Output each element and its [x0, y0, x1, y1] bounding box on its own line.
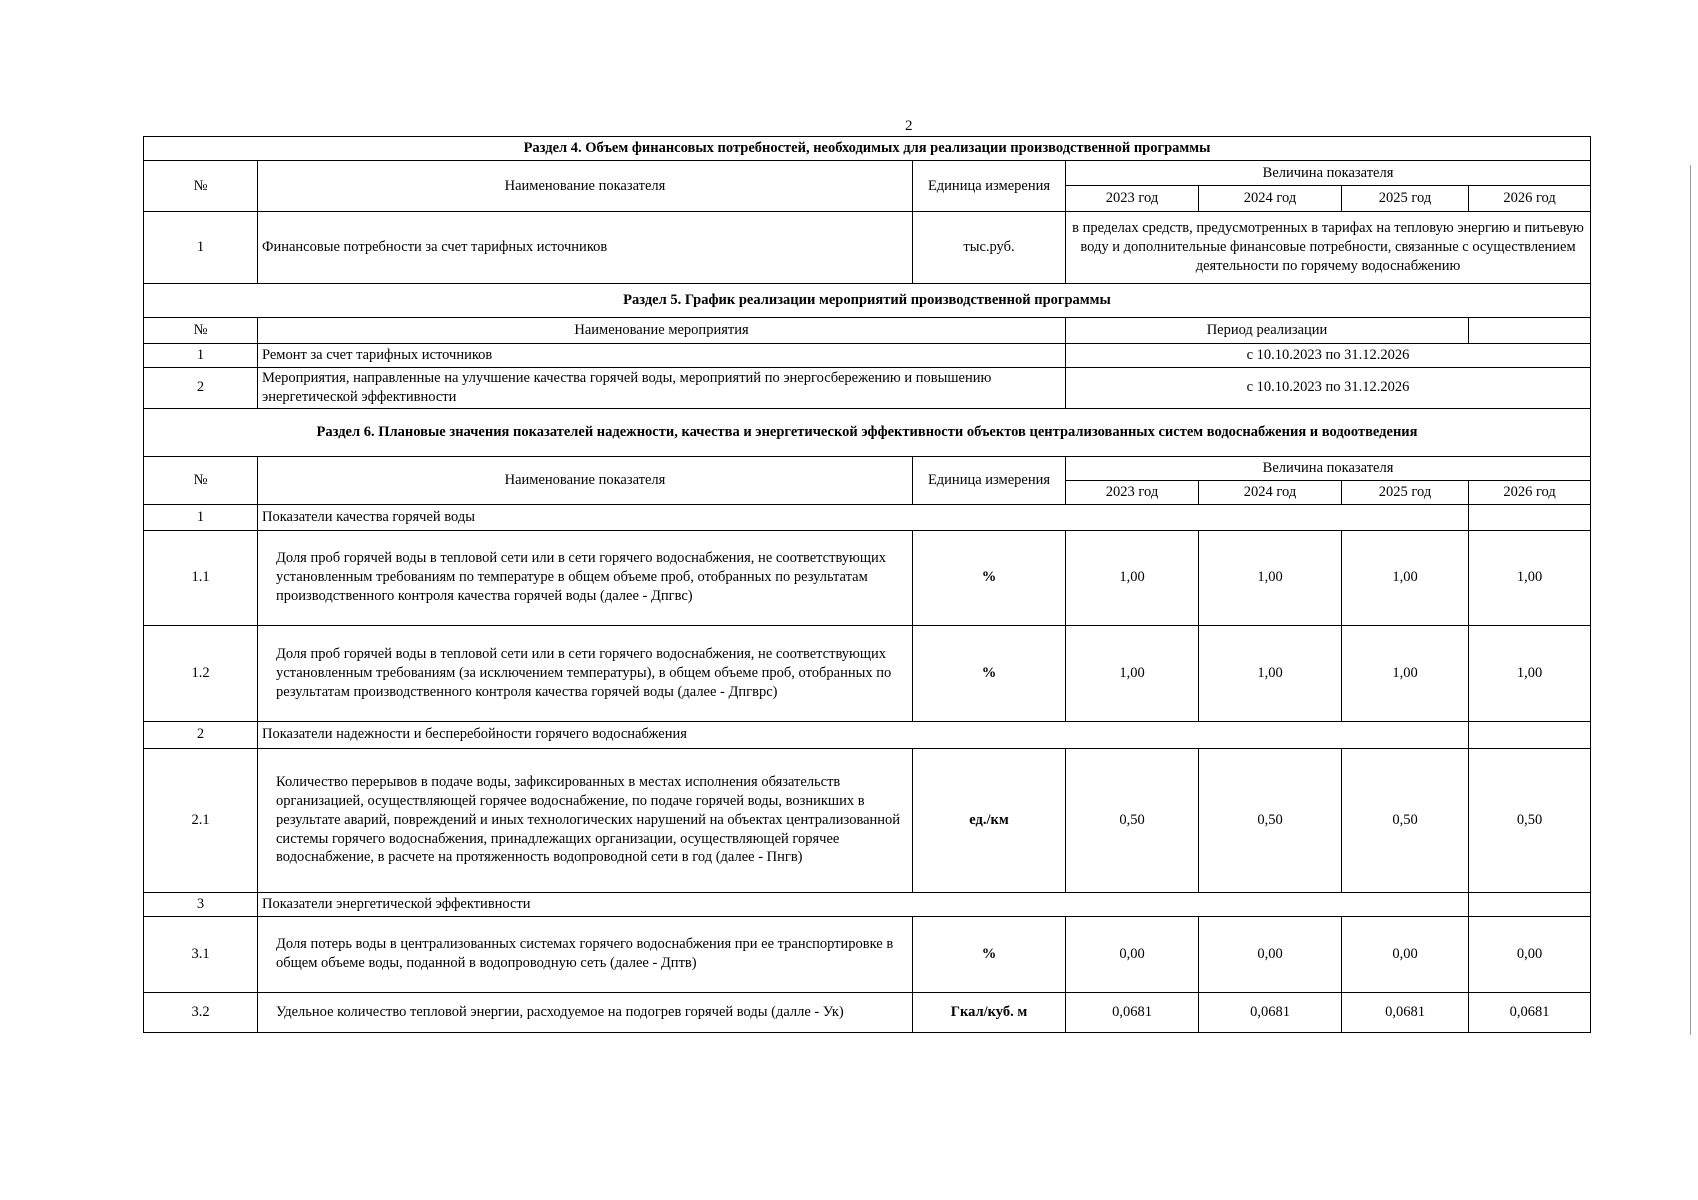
row-num: 2	[144, 368, 258, 409]
row-value: 1,00	[1469, 625, 1591, 721]
header-year: 2025 год	[1342, 480, 1469, 504]
group-name: Показатели надежности и бесперебойности горячего водоснабжения	[258, 721, 1469, 748]
header-name: Наименование показателя	[258, 456, 913, 504]
table-row	[144, 625, 1591, 721]
row-value: 0,00	[1469, 916, 1591, 992]
header-name: Наименование показателя	[258, 161, 913, 212]
header-unit: Единица измерения	[913, 456, 1066, 504]
scan-edge-line	[1690, 165, 1691, 1035]
row-name: Удельное количество тепловой энергии, расходуемое на подогрев горячей воды (далле - Ук)	[258, 992, 913, 1032]
section4-header-row	[144, 161, 1591, 186]
row-name: Ремонт за счет тарифных источников	[258, 344, 1066, 368]
section5-title-row	[144, 284, 1591, 318]
header-year: 2026 год	[1469, 186, 1591, 212]
header-year: 2024 год	[1199, 480, 1342, 504]
header-num: №	[144, 318, 258, 344]
header-year: 2026 год	[1469, 480, 1591, 504]
group-row	[144, 721, 1591, 748]
row-name: Количество перерывов в подаче воды, зафиксированных в местах исполнения обязательств организацией, осуществляющей горячее водоснабжение, по подаче горячей воды, возникших в результате аварий, повреждений и иных технологических нарушений на объектах централизованной системы горячего водоснабжения, принадлежащих организации, осуществляющей горячее водоснабжение, в расчете на протяженность водопроводной сети в год (далее - Пнгв)	[258, 748, 913, 892]
table-row	[144, 916, 1591, 992]
row-value: 0,00	[1199, 916, 1342, 992]
section6-header-row	[144, 456, 1591, 480]
header-year: 2023 год	[1066, 186, 1199, 212]
table-row	[144, 368, 1591, 409]
group-name: Показатели энергетической эффективности	[258, 892, 1469, 916]
row-value: в пределах средств, предусмотренных в тарифах на тепловую энергию и питьевую воду и дополнительные финансовые потребности, связанные с осуществлением деятельности по горячему водоснабжению	[1066, 212, 1591, 284]
header-num: №	[144, 456, 258, 504]
row-num: 1.2	[144, 625, 258, 721]
header-period: Период реализации	[1066, 318, 1469, 344]
header-event-name: Наименование мероприятия	[258, 318, 1066, 344]
group-num: 2	[144, 721, 258, 748]
section5-title: Раздел 5. График реализации мероприятий производственной программы	[144, 284, 1591, 318]
row-value: 0,0681	[1469, 992, 1591, 1032]
row-value: 1,00	[1342, 530, 1469, 625]
row-value: 1,00	[1199, 625, 1342, 721]
row-value: 0,0681	[1342, 992, 1469, 1032]
table-row	[144, 992, 1591, 1032]
program-tables	[143, 136, 1590, 1033]
row-name: Доля проб горячей воды в тепловой сети или в сети горячего водоснабжения, не соответствующих установленным требованиям по температуре в общем объеме проб, отобранных по результатам производственного контроля качества горячей воды (далее - Дпгвс)	[258, 530, 913, 625]
row-value: 0,50	[1066, 748, 1199, 892]
group-name: Показатели качества горячей воды	[258, 504, 1469, 530]
section6-title: Раздел 6. Плановые значения показателей надежности, качества и энергетической эффективности объектов централизованных систем водоснабжения и водоотведения	[144, 408, 1591, 456]
row-value: 0,0681	[1066, 992, 1199, 1032]
section6-title-row	[144, 408, 1591, 456]
table-row	[144, 344, 1591, 368]
row-name: Доля потерь воды в централизованных системах горячего водоснабжения при ее транспортировке в общем объеме воды, поданной в водопроводную сеть (далее - Дптв)	[258, 916, 913, 992]
empty-cell	[1469, 721, 1591, 748]
section5-header-row	[144, 318, 1591, 344]
row-name: Мероприятия, направленные на улучшение качества горячей воды, мероприятий по энергосбережению и повышению энергетической эффективности	[258, 368, 1066, 409]
group-num: 1	[144, 504, 258, 530]
table-row	[144, 748, 1591, 892]
row-value: 1,00	[1199, 530, 1342, 625]
group-row	[144, 892, 1591, 916]
row-unit: %	[913, 530, 1066, 625]
row-unit: ед./км	[913, 748, 1066, 892]
row-value: 0,00	[1066, 916, 1199, 992]
row-num: 1	[144, 212, 258, 284]
empty-cell	[1469, 892, 1591, 916]
row-name: Доля проб горячей воды в тепловой сети или в сети горячего водоснабжения, не соответствующих установленным требованиям (за исключением температуры), в общем объеме проб, отобранных по результатам производственного контроля качества горячей воды (далее - Дпгврс)	[258, 625, 913, 721]
page-number: 2	[905, 118, 913, 134]
group-row	[144, 504, 1591, 530]
header-year: 2023 год	[1066, 480, 1199, 504]
row-unit: тыс.руб.	[913, 212, 1066, 284]
header-value: Величина показателя	[1066, 161, 1591, 186]
empty-cell	[1469, 318, 1591, 344]
row-num: 3.1	[144, 916, 258, 992]
table-row	[144, 212, 1591, 284]
section4-title-row	[144, 137, 1591, 161]
header-year: 2024 год	[1199, 186, 1342, 212]
row-value: 0,00	[1342, 916, 1469, 992]
row-value: 1,00	[1066, 530, 1199, 625]
empty-cell	[1469, 504, 1591, 530]
row-name: Финансовые потребности за счет тарифных источников	[258, 212, 913, 284]
group-num: 3	[144, 892, 258, 916]
row-num: 2.1	[144, 748, 258, 892]
row-unit: Гкал/куб. м	[913, 992, 1066, 1032]
row-value: 0,50	[1469, 748, 1591, 892]
row-unit: %	[913, 916, 1066, 992]
row-num: 3.2	[144, 992, 258, 1032]
header-value: Величина показателя	[1066, 456, 1591, 480]
section4-title: Раздел 4. Объем финансовых потребностей, необходимых для реализации производственной программы	[144, 137, 1591, 161]
row-value: 1,00	[1469, 530, 1591, 625]
header-year: 2025 год	[1342, 186, 1469, 212]
header-unit: Единица измерения	[913, 161, 1066, 212]
row-value: 1,00	[1066, 625, 1199, 721]
table-row	[144, 530, 1591, 625]
row-unit: %	[913, 625, 1066, 721]
row-num: 1	[144, 344, 258, 368]
document-table	[143, 136, 1591, 1033]
header-num: №	[144, 161, 258, 212]
row-period: с 10.10.2023 по 31.12.2026	[1066, 368, 1591, 409]
row-period: с 10.10.2023 по 31.12.2026	[1066, 344, 1591, 368]
row-num: 1.1	[144, 530, 258, 625]
row-value: 0,50	[1342, 748, 1469, 892]
row-value: 1,00	[1342, 625, 1469, 721]
row-value: 0,50	[1199, 748, 1342, 892]
row-value: 0,0681	[1199, 992, 1342, 1032]
